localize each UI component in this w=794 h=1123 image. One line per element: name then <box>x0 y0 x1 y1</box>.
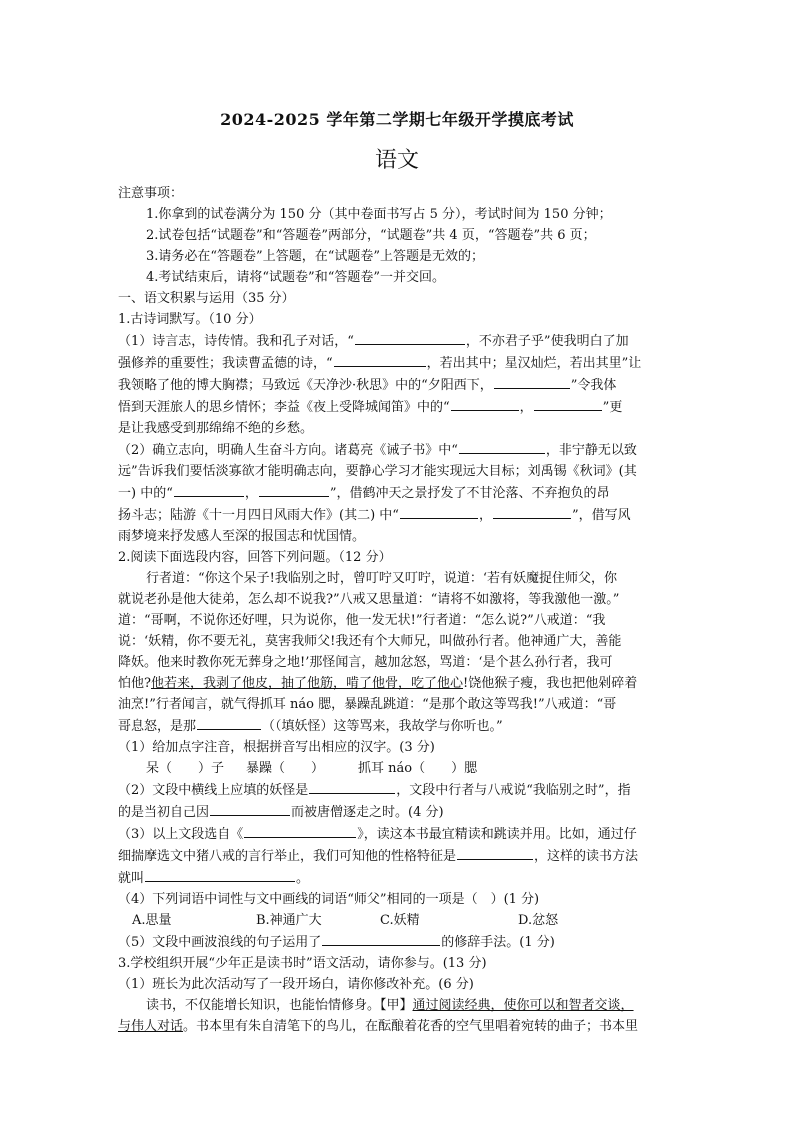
text: ，若出其中；星汉灿烂，若出其里”让 <box>426 356 642 371</box>
text: 就叫 <box>118 871 145 886</box>
text: （（填妖怪）这等骂来，我故学与你听也。” <box>262 719 503 734</box>
q2-s3-line3 <box>118 867 678 889</box>
passage-line-7: 油烹!”行者闻言，就气得抓耳 náo 腮，暴躁乱跳道：“是那个敢这等骂我!”八戒道：“哥 <box>118 697 617 712</box>
q2-s5-line <box>118 931 678 953</box>
text: 扬斗志；陆游《十一月四日风雨大作》(其二) 中“ <box>118 508 399 523</box>
text: 的修辞手法。(1 分) <box>441 935 555 950</box>
answer-blank[interactable] <box>334 352 426 367</box>
answer-blank[interactable] <box>457 845 533 860</box>
q1-p1-line1 <box>118 330 678 352</box>
text: ”更 <box>602 400 623 415</box>
text: ，非宁静无以致 <box>545 443 637 458</box>
text: 的是当初自己因 <box>118 805 210 820</box>
text: 读书，不仅能增长知识，也能怡情修身。【甲】 <box>146 998 413 1013</box>
text: 。 <box>296 871 310 886</box>
q2-s3-line1 <box>118 823 678 845</box>
q2-s3-line2 <box>118 845 678 867</box>
notice-item-2: 2.试卷包括“试题卷”和“答题卷”两部分，“试题卷”共 4 页，“答题卷”共 6 页； <box>146 228 596 243</box>
pinyin-item-3: 抓耳 náo（ ）腮 <box>358 761 478 776</box>
text: !饶他猴子瘦，我也把他剁碎着 <box>463 676 638 691</box>
notice-heading: 注意事项： <box>118 186 184 201</box>
pinyin-item-2: 暴躁（ ） <box>246 761 325 776</box>
q3-para-line1 <box>118 995 678 1016</box>
answer-blank[interactable] <box>145 867 295 882</box>
text: （5）文段中画波浪线的句子运用了 <box>118 935 322 950</box>
notice-item-3: 3.请务必在“答题卷”上答题，在“试题卷”上答题是无效的； <box>146 249 484 264</box>
answer-blank[interactable] <box>210 801 290 816</box>
q1-p2-line2: 远”告诉我们要恬淡寡欲才能明确志向，要静心学习才能实现远大目标；刘禹锡《秋词》(其 <box>118 464 637 479</box>
answer-blank[interactable] <box>400 504 478 519</box>
text: ，不亦君子乎”使我明白了加 <box>465 334 629 349</box>
passage-line-6 <box>118 673 678 694</box>
text: ，这样的读书方法 <box>534 849 639 864</box>
q1-p2-line4 <box>118 504 678 526</box>
q2-s4-options <box>118 910 678 931</box>
exam-body <box>118 183 678 1037</box>
text: 怕他? <box>118 676 151 691</box>
text: 悟到天涯旅人的思乡情怀；李益《夜上受降城闻笛》中的“ <box>118 400 450 415</box>
answer-blank[interactable] <box>322 931 440 946</box>
answer-blank[interactable] <box>459 439 545 454</box>
pinyin-item-1: 呆（ ）子 <box>146 761 225 776</box>
text: 细揣摩选文中猪八戒的言行举止，我们可知他的性格特征是 <box>118 849 457 864</box>
option-a[interactable]: A.思量 <box>132 913 172 928</box>
q3-para-line2 <box>118 1016 678 1037</box>
q1-p1-line4 <box>118 396 678 418</box>
q1-p1-line2 <box>118 352 678 374</box>
passage-line-3: 道：“哥啊，不说你还好哩，只为说你，他一发无状!”行者道：“怎么说?”八戒道：“我 <box>118 613 606 628</box>
q1-p1-line5: 是让我感受到那绵绵不绝的乡愁。 <box>118 421 314 436</box>
answer-blank[interactable] <box>355 330 465 345</box>
q2-title: 2.阅读下面选段内容，回答下列问题。（12 分） <box>118 550 392 565</box>
text: ”，借鹤冲天之景抒发了不甘沦落、不弃抱负的昂 <box>329 486 610 501</box>
exam-subject: 语文 <box>374 148 419 173</box>
q2-s2-line1 <box>118 779 678 801</box>
q3-title: 3.学校组织开展“少年正是读书时”语文活动，请你参与。(13 分) <box>118 956 487 971</box>
answer-blank[interactable] <box>197 715 261 730</box>
exam-title: 2024-2025 学年第二学期七年级开学摸底考试 <box>220 110 574 129</box>
text: ， <box>519 400 533 415</box>
answer-blank[interactable] <box>534 396 602 411</box>
text: ”令我体 <box>570 378 617 393</box>
notice-item-1: 1.你拿到的试卷满分为 150 分（其中卷面书写占 5 分），考试时间为 150 分钟； <box>146 207 612 222</box>
answer-blank[interactable] <box>451 396 519 411</box>
q1-p2-line1 <box>118 439 678 461</box>
passage-line-5: 降妖。他来时教你死无葬身之地!’那怪闻言，越加忿怒，骂道：‘是个甚么孙行者，我可 <box>118 655 613 670</box>
text: 哥息怒，是那 <box>118 719 197 734</box>
text: （2）确立志向，明确人生奋斗方向。诸葛亮《诫子书》中“ <box>118 443 458 458</box>
option-d[interactable]: D.忿怒 <box>518 913 559 928</box>
q1-title: 1.古诗词默写。（10 分） <box>118 312 262 327</box>
text: ， <box>478 508 492 523</box>
q2-s1-question: （1）给加点字注音，根据拼音写出相应的汉字。(3 分) <box>118 740 435 755</box>
answer-blank[interactable] <box>174 482 244 497</box>
q2-s2-line2 <box>118 801 678 823</box>
q3-s1-question: （1）班长为此次活动写了一段开场白，请你修改补充。(6 分) <box>118 977 474 992</box>
text: （2）文段中横线上应填的妖怪是 <box>118 783 309 798</box>
underlined-sentence: 与伟人对话 <box>118 1019 184 1034</box>
text: ，文段中行者与八戒说“我临别之时”，指 <box>396 783 631 798</box>
answer-blank[interactable] <box>493 504 571 519</box>
passage-line-8 <box>118 715 678 737</box>
text: 而被唐僧逐走之时。(4 分) <box>291 805 444 820</box>
q1-p1-line3 <box>118 374 678 396</box>
text: 一) 中的“ <box>118 486 173 501</box>
underlined-sentence: 他若来，我剥了他皮，抽了他筋，啃了他骨，吃了他心 <box>150 676 463 691</box>
text: ， <box>244 486 258 501</box>
q2-s1-items <box>118 758 678 779</box>
text: 我领略了他的博大胸襟；马致远《天净沙·秋思》中的“夕阳西下， <box>118 378 493 393</box>
text: 强修养的重要性；我读曹孟德的诗，“ <box>118 356 333 371</box>
text: （1）诗言志，诗传情。我和孔子对话，“ <box>118 334 354 349</box>
text: 。书本里有朱自清笔下的鸟儿，在酝酿着花香的空气里唱着宛转的曲子；书本里 <box>183 1019 639 1034</box>
answer-blank[interactable] <box>309 779 395 794</box>
notice-item-4: 4.考试结束后，请将“试题卷”和“答题卷”一并交回。 <box>146 270 445 285</box>
text: 》，读这本书最宜精读和跳读并用。比如，通过仔 <box>357 827 637 842</box>
answer-blank[interactable] <box>494 374 570 389</box>
option-b[interactable]: B.神通广大 <box>256 913 322 928</box>
passage-line-2: 就说老孙是他大徒弟，怎么却不说我?”八戒又思量道：“请将不如激将，等我激他一激。” <box>118 592 620 607</box>
q1-p2-line5: 雨梦境来抒发感人至深的报国志和忧国情。 <box>118 529 366 544</box>
section-heading: 一、语文积累与运用（35 分） <box>118 291 295 306</box>
text: （3）以上文段选自《 <box>118 827 244 842</box>
passage-line-4: 说：‘妖精，你不要无礼，莫害我师父!我还有个大师兄，叫做孙行者。他神通广大，善能 <box>118 634 622 649</box>
passage-line-1: 行者道：“你这个呆子!我临别之时，曾叮咛又叮咛，说道：‘若有妖魔捉住师父，你 <box>146 571 618 586</box>
q1-p2-line3 <box>118 482 678 504</box>
answer-blank[interactable] <box>244 823 356 838</box>
text: ”，借写风 <box>571 508 631 523</box>
underlined-sentence: 通过阅读经典，使你可以和智者交谈， <box>412 998 634 1013</box>
option-c[interactable]: C.妖精 <box>380 913 420 928</box>
q2-s4-question: （4）下列词语中词性与文中画线的词语“师父”相同的一项是（ ）(1 分) <box>118 892 540 907</box>
answer-blank[interactable] <box>259 482 329 497</box>
